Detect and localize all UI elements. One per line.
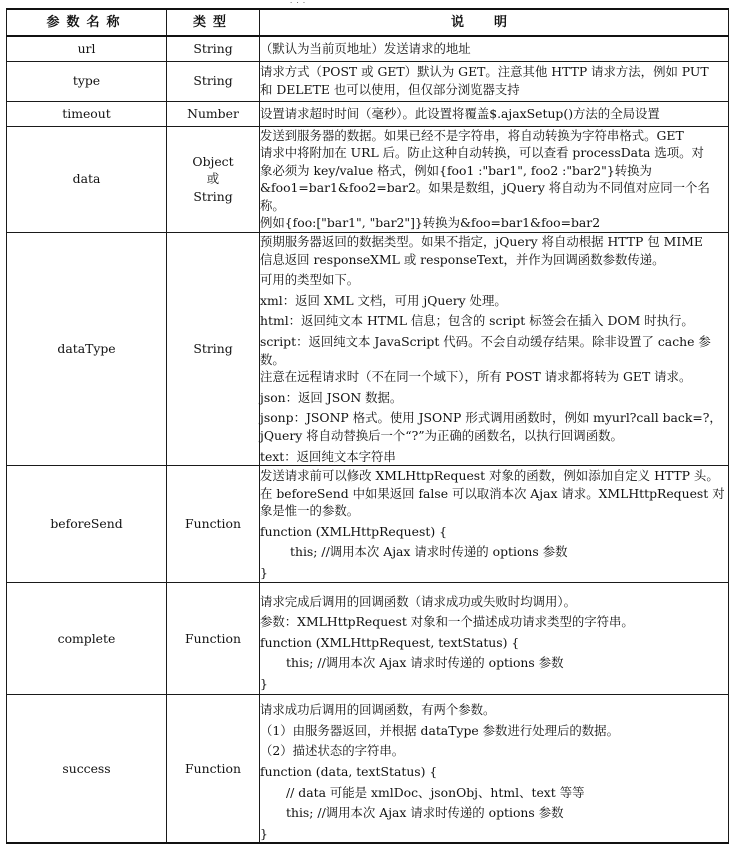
table-row-complete — [7, 583, 729, 695]
desc-line: 预期服务器返回的数据类型。如果不指定，jQuery 将自动根据 HTTP 包 MIME — [260, 234, 703, 250]
param-description — [260, 466, 729, 583]
param-description — [260, 695, 729, 844]
desc-line: json：返回 JSON 数据。 — [260, 389, 403, 405]
type-line: Function — [185, 516, 241, 532]
table-row-timeout — [7, 101, 729, 126]
desc-line: 和 DELETE 也可以使用，但仅部分浏览器支持 — [260, 82, 520, 97]
param-name: dataType — [7, 233, 167, 466]
desc-line: 在 beforeSend 中如果返回 false 可以取消本次 Ajax 请求。XMLHttpRequest 对 — [260, 485, 725, 501]
desc-line: 象是惟一的参数。 — [260, 503, 360, 519]
desc-line: jsonp：JSONP 格式。使用 JSONP 形式调用函数时，例如 myurl?call back=?， — [260, 410, 722, 426]
code-line: // data 可能是 xmlDoc、jsonObj、html、text 等等 — [286, 784, 585, 800]
desc-line: 请求中将附加在 URL 后。防止这种自动转换，可以查看 processData 选项。对 — [260, 145, 704, 161]
desc-line: script：返回纯文本 JavaScript 代码。不会自动缓存结果。除非设置了 cache 参数。 — [260, 334, 711, 367]
param-type — [167, 466, 260, 583]
desc-line: jQuery 将自动替换后一个“?”为正确的函数名，以执行回调函数。 — [260, 428, 623, 443]
type-line: String — [193, 73, 233, 89]
desc-line: 发送请求前可以修改 XMLHttpRequest 对象的函数，例如添加自定义 HTTP 头。 — [260, 467, 719, 483]
type-line: Function — [185, 630, 241, 646]
param-type — [167, 101, 260, 126]
param-name: data — [7, 126, 167, 233]
code-line: function (XMLHttpRequest, textStatus) { — [260, 634, 520, 650]
desc-line: 信息返回 responseXML 或 responseText，并作为回调函数参数传递。 — [260, 251, 665, 267]
code-line: } — [260, 564, 268, 580]
desc-line: 注意在远程请求时（不在同一个域下），所有 POST 请求都将转为 GET 请求。 — [260, 369, 692, 385]
desc-line: &foo1=bar1&foo2=bar2。如果是数组，jQuery 将自动为不同值对应同一个名称。 — [260, 180, 710, 213]
code-line: function (data, textStatus) { — [260, 763, 438, 779]
table-row-type — [7, 61, 729, 101]
code-line: function (XMLHttpRequest) { — [260, 523, 447, 539]
type-line: 或 — [206, 171, 220, 187]
param-type — [167, 583, 260, 695]
param-type — [167, 126, 260, 233]
desc-line: xml：返回 XML 文档，可用 jQuery 处理。 — [260, 292, 507, 308]
header-param-name: 参数名称 — [7, 9, 167, 36]
desc-line: （1）由服务器返回，并根据 dataType 参数进行处理后的数据。 — [260, 722, 619, 738]
table-row-beforesend — [7, 466, 729, 583]
desc-line: 请求成功后调用的回调函数，有两个参数。 — [260, 702, 496, 718]
parameter-table — [6, 8, 729, 844]
table-row-datatype — [7, 233, 729, 466]
type-line: String — [193, 341, 233, 357]
code-line: this; //调用本次 Ajax 请求时传递的 options 参数 — [286, 655, 564, 671]
param-description — [260, 61, 729, 101]
code-line: } — [260, 676, 268, 692]
desc-line: html：返回纯文本 HTML 信息；包含的 script 标签会在插入 DOM 时执行。 — [260, 313, 694, 329]
desc-line: （2）描述状态的字符串。 — [260, 743, 405, 759]
param-name: complete — [7, 583, 167, 695]
table-row-data — [7, 126, 729, 233]
code-line: this; //调用本次 Ajax 请求时传递的 options 参数 — [286, 805, 564, 821]
top-crop-mark: · · · — [290, 0, 307, 7]
table-header-row — [7, 9, 729, 36]
param-description — [260, 101, 729, 126]
header-description: 说明 — [260, 9, 729, 36]
type-line: Function — [185, 760, 241, 776]
param-type — [167, 695, 260, 844]
desc-line: 请求方式（POST 或 GET）默认为 GET。注意其他 HTTP 请求方法，例如 PUT — [260, 64, 709, 80]
code-line: } — [260, 825, 268, 841]
param-description — [260, 36, 729, 61]
desc-line: 请求完成后调用的回调函数（请求成功或失败时均调用）。 — [260, 593, 576, 609]
param-type — [167, 61, 260, 101]
desc-line: （默认为当前页地址）发送请求的地址 — [260, 40, 471, 56]
desc-line: 参数：XMLHttpRequest 对象和一个描述成功请求类型的字符串。 — [260, 614, 634, 630]
table-row-success — [7, 695, 729, 844]
type-line: String — [193, 189, 233, 205]
desc-line: 设置请求超时时间（毫秒）。此设置将覆盖$.ajaxSetup()方法的全局设置 — [260, 105, 660, 121]
type-line: Number — [187, 105, 239, 121]
param-description — [260, 126, 729, 233]
param-type — [167, 233, 260, 466]
param-name: type — [7, 61, 167, 101]
type-line: Object — [192, 153, 234, 169]
desc-line: 可用的类型如下。 — [260, 272, 360, 288]
type-line: String — [193, 40, 233, 56]
param-type — [167, 36, 260, 61]
header-type: 类型 — [167, 9, 260, 36]
param-description — [260, 233, 729, 466]
desc-line: 发送到服务器的数据。如果已经不是字符串，将自动转换为字符串格式。GET — [260, 127, 684, 143]
param-name: url — [7, 36, 167, 61]
desc-line: text：返回纯文本字符串 — [260, 448, 396, 464]
table-row-url — [7, 36, 729, 61]
code-line: this; //调用本次 Ajax 请求时传递的 options 参数 — [290, 544, 568, 560]
param-name: success — [7, 695, 167, 844]
desc-line: 象必须为 key/value 格式，例如{foo1 :"bar1", foo2 :"bar2"}转换为 — [260, 162, 652, 178]
desc-line: 例如{foo:["bar1", "bar2"]}转换为&foo=bar1&foo=bar2 — [260, 215, 601, 231]
param-description — [260, 583, 729, 695]
param-name: beforeSend — [7, 466, 167, 583]
param-name: timeout — [7, 101, 167, 126]
